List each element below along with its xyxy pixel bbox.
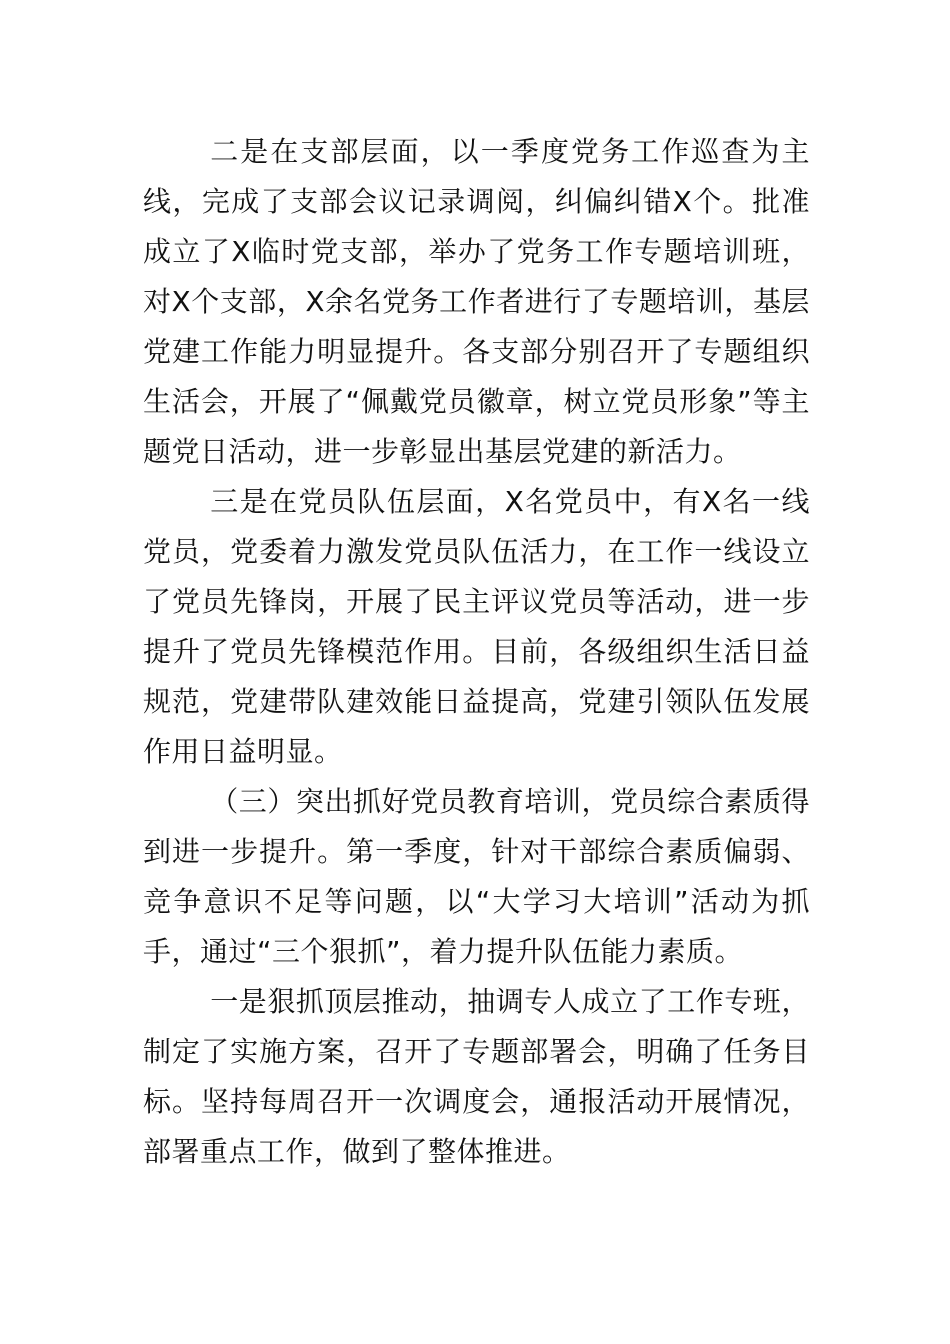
paragraph-top-level-push: 一是狠抓顶层推动，抽调专人成立了工作专班，制定了实施方案，召开了专题部署会，明确了任务目标。坚持每周召开一次调度会，通报活动开展情况，部署重点工作，做到了整体推进。 — [143, 985, 810, 1168]
document-body — [143, 127, 810, 1177]
paragraph-section-three: （三）突出抓好党员教育培训，党员综合素质得到进一步提升。第一季度，针对干部综合素质偏弱、竞争意识不足等问题，以“大学习大培训”活动为抓手，通过“三个狠抓”，着力提升队伍能力素质。 — [143, 785, 810, 968]
paragraph-member-level: 三是在党员队伍层面，X名党员中，有X名一线党员，党委着力激发党员队伍活力，在工作一线设立了党员先锋岗，开展了民主评议党员等活动，进一步提升了党员先锋模范作用。目前，各级组织生活日益规范，党建带队建效能日益提高，党建引领队伍发展作用日益明显。 — [143, 485, 810, 768]
paragraph-branch-level: 二是在支部层面，以一季度党务工作巡查为主线，完成了支部会议记录调阅，纠偏纠错X个。批准成立了X临时党支部，举办了党务工作专题培训班，对X个支部，X余名党务工作者进行了专题培训，基层党建工作能力明显提升。各支部分别召开了专题组织生活会，开展了“佩戴党员徽章，树立党员形象”等主题党日活动，进一步彰显出基层党建的新活力。 — [143, 135, 810, 468]
